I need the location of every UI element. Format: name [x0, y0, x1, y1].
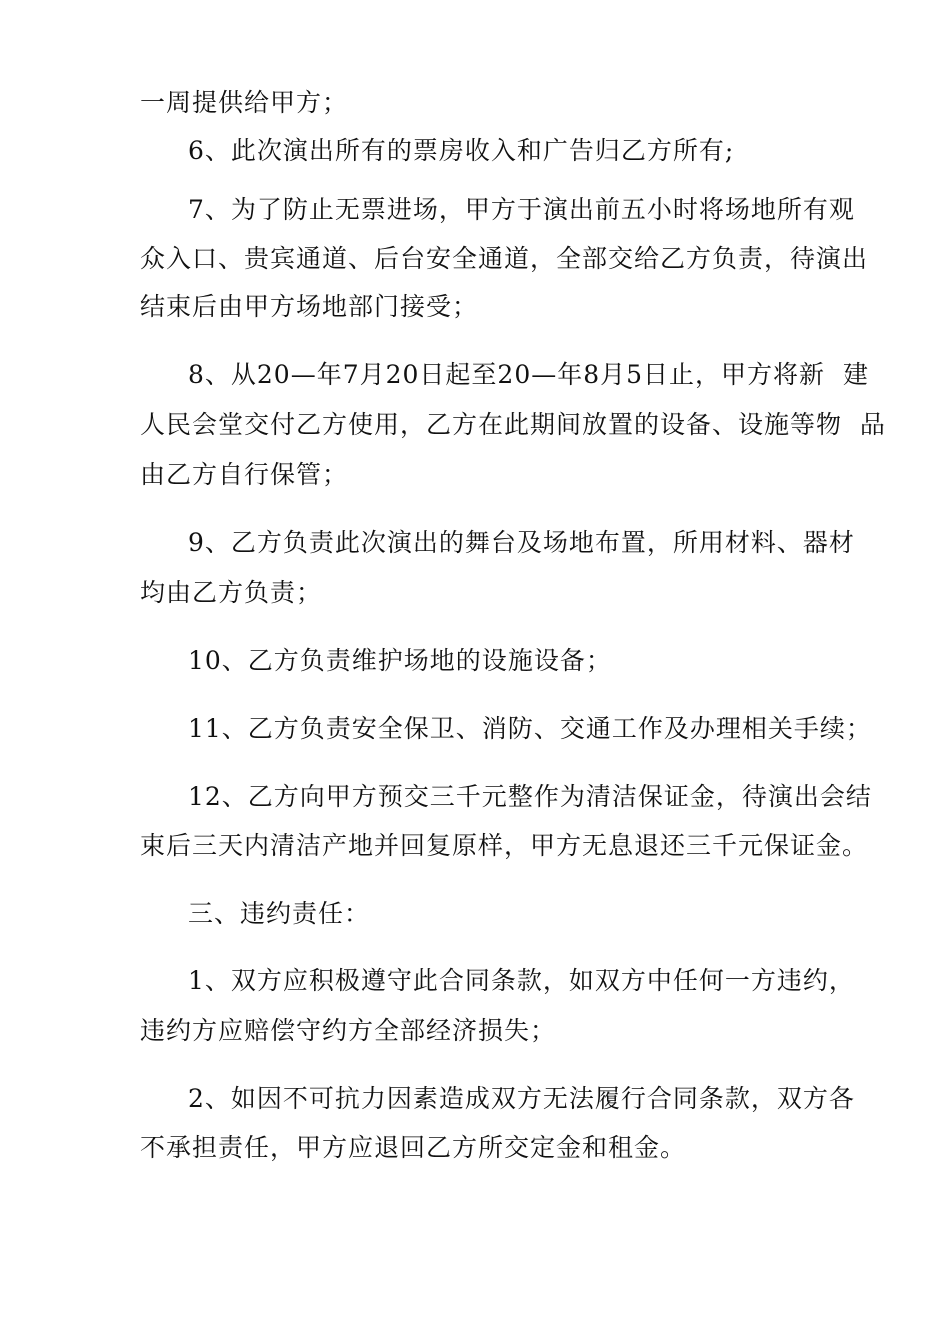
text-line: 均由乙方负责； [140, 578, 323, 607]
text-line: 束后三天内清洁产地并回复原样，甲方无息退还三千元保证金。 [140, 831, 869, 860]
breach-clause-2: 2、如因不可抗力因素造成双方无法履行合同条款，双方各 [188, 1084, 855, 1113]
text-line: 众入口、贵宾通道、后台安全通道，全部交给乙方负责，待演出 [140, 244, 869, 273]
clause-6: 6、此次演出所有的票房收入和广告归乙方所有; [188, 136, 735, 165]
clause-7: 7、为了防止无票进场，甲方于演出前五小时将场地所有观 [188, 195, 855, 224]
section-heading-breach: 三、违约责任： [188, 899, 371, 928]
clause-11: 11、乙方负责安全保卫、消防、交通工作及办理相关手续； [188, 714, 872, 743]
clause-10: 10、乙方负责维护场地的设施设备； [188, 646, 612, 675]
text-line: 人民会堂交付乙方使用，乙方在此期间放置的设备、设施等物 品 [140, 410, 886, 439]
clause-8: 8、从20—年7月20日起至20—年8月5日止，甲方将新 建 [188, 360, 869, 389]
text-line: 一周提供给甲方； [140, 88, 349, 117]
breach-clause-1: 1、双方应积极遵守此合同条款，如双方中任何一方违约， [188, 966, 855, 995]
clause-12: 12、乙方向甲方预交三千元整作为清洁保证金，待演出会结 [188, 782, 872, 811]
text-line: 违约方应赔偿守约方全部经济损失； [140, 1016, 557, 1045]
text-line: 不承担责任，甲方应退回乙方所交定金和租金。 [140, 1133, 687, 1162]
text-line: 结束后由甲方场地部门接受； [140, 292, 479, 321]
clause-9: 9、乙方负责此次演出的舞台及场地布置，所用材料、器材 [188, 528, 855, 557]
text-line: 由乙方自行保管； [140, 460, 349, 489]
